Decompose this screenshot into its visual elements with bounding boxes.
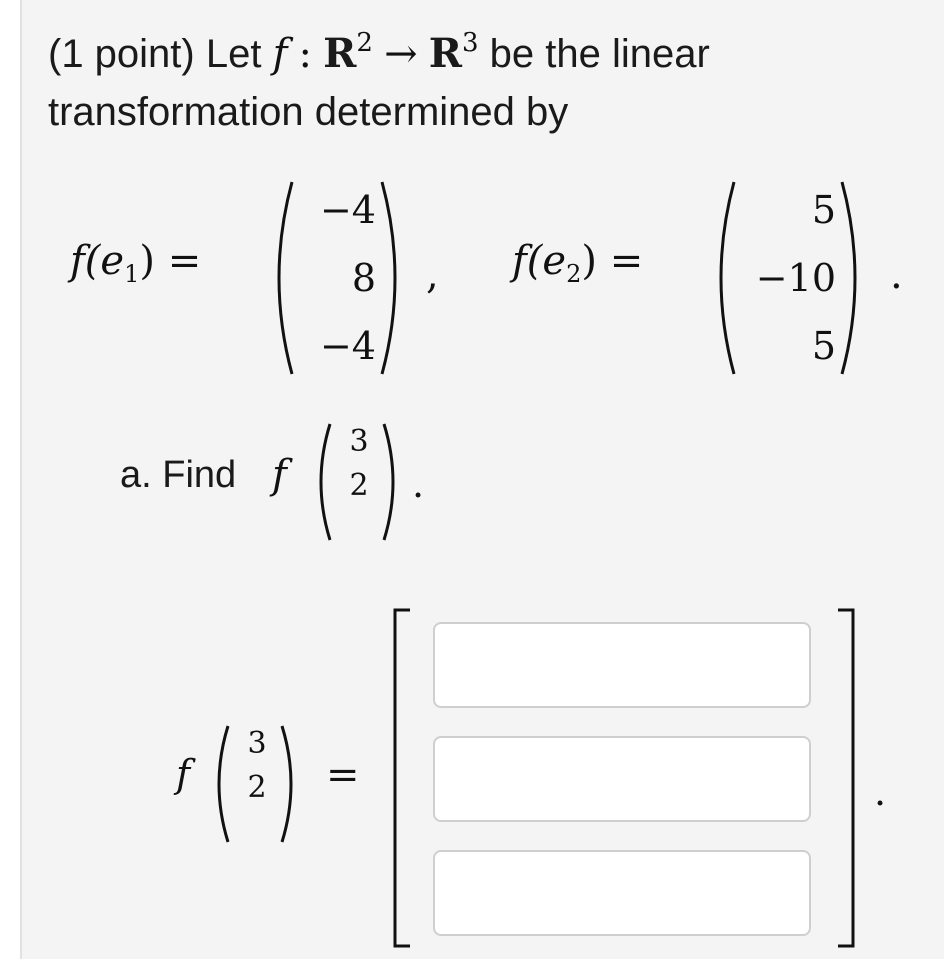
f-symbol: f bbox=[272, 31, 288, 77]
separator-comma: , bbox=[426, 252, 439, 298]
intro-line-1 bbox=[48, 14, 710, 83]
part-a-right-paren bbox=[380, 420, 406, 544]
answer-right-paren bbox=[278, 722, 304, 846]
e2-vector bbox=[740, 176, 836, 380]
answer-right-bracket bbox=[836, 608, 856, 953]
intro-line-2: transformation determined by bbox=[48, 90, 569, 134]
answer-component-1-input[interactable] bbox=[433, 622, 811, 708]
answer-left-bracket bbox=[392, 608, 412, 953]
domain-space: R bbox=[323, 30, 357, 77]
part-a-input-entry: 2 bbox=[349, 468, 369, 503]
part-a-period: . bbox=[412, 462, 425, 506]
e2-right-paren bbox=[838, 178, 872, 378]
e2-entry: 5 bbox=[811, 188, 836, 232]
intro-rest-text: be the linear bbox=[489, 32, 710, 76]
answer-input-vector bbox=[234, 722, 280, 810]
part-a-input-vector bbox=[336, 420, 382, 508]
codomain-space: R bbox=[428, 30, 462, 77]
e2-period: . bbox=[890, 252, 903, 298]
e1-vector bbox=[300, 176, 376, 380]
maps-to-arrow: → bbox=[384, 31, 418, 77]
part-a-left-paren bbox=[308, 420, 334, 544]
answer-input-entry: 3 bbox=[247, 726, 267, 761]
answer-component-2-input[interactable] bbox=[433, 736, 811, 822]
answer-left-paren bbox=[206, 722, 232, 846]
problem-statement bbox=[48, 14, 710, 141]
e1-right-paren bbox=[378, 178, 412, 378]
part-a-input-entry: 3 bbox=[349, 424, 369, 459]
e2-entry: −10 bbox=[755, 256, 836, 300]
e1-left-paren bbox=[262, 178, 296, 378]
e2-entry: 5 bbox=[811, 324, 836, 368]
codomain-exponent: 3 bbox=[461, 28, 479, 58]
e1-entry: −4 bbox=[319, 324, 376, 368]
e1-entry: −4 bbox=[319, 188, 376, 232]
answer-input-entry: 2 bbox=[247, 770, 267, 805]
domain-exponent: 2 bbox=[356, 28, 373, 58]
e1-label: $f(e_1)$ = bbox=[70, 238, 202, 288]
colon: : bbox=[298, 31, 313, 77]
e1-entry: 8 bbox=[351, 256, 376, 300]
part-a-f-symbol: f bbox=[272, 452, 287, 498]
intro-points-text: (1 point) Let bbox=[48, 32, 262, 76]
e2-left-paren bbox=[704, 178, 738, 378]
e2-label: $f(e_2)$ = bbox=[512, 238, 644, 288]
answer-equals: = bbox=[326, 752, 360, 798]
answer-period: . bbox=[874, 770, 887, 814]
answer-component-3-input[interactable] bbox=[433, 850, 811, 936]
answer-f-symbol: f bbox=[176, 752, 191, 796]
part-a-prompt: a. Find bbox=[120, 454, 237, 496]
